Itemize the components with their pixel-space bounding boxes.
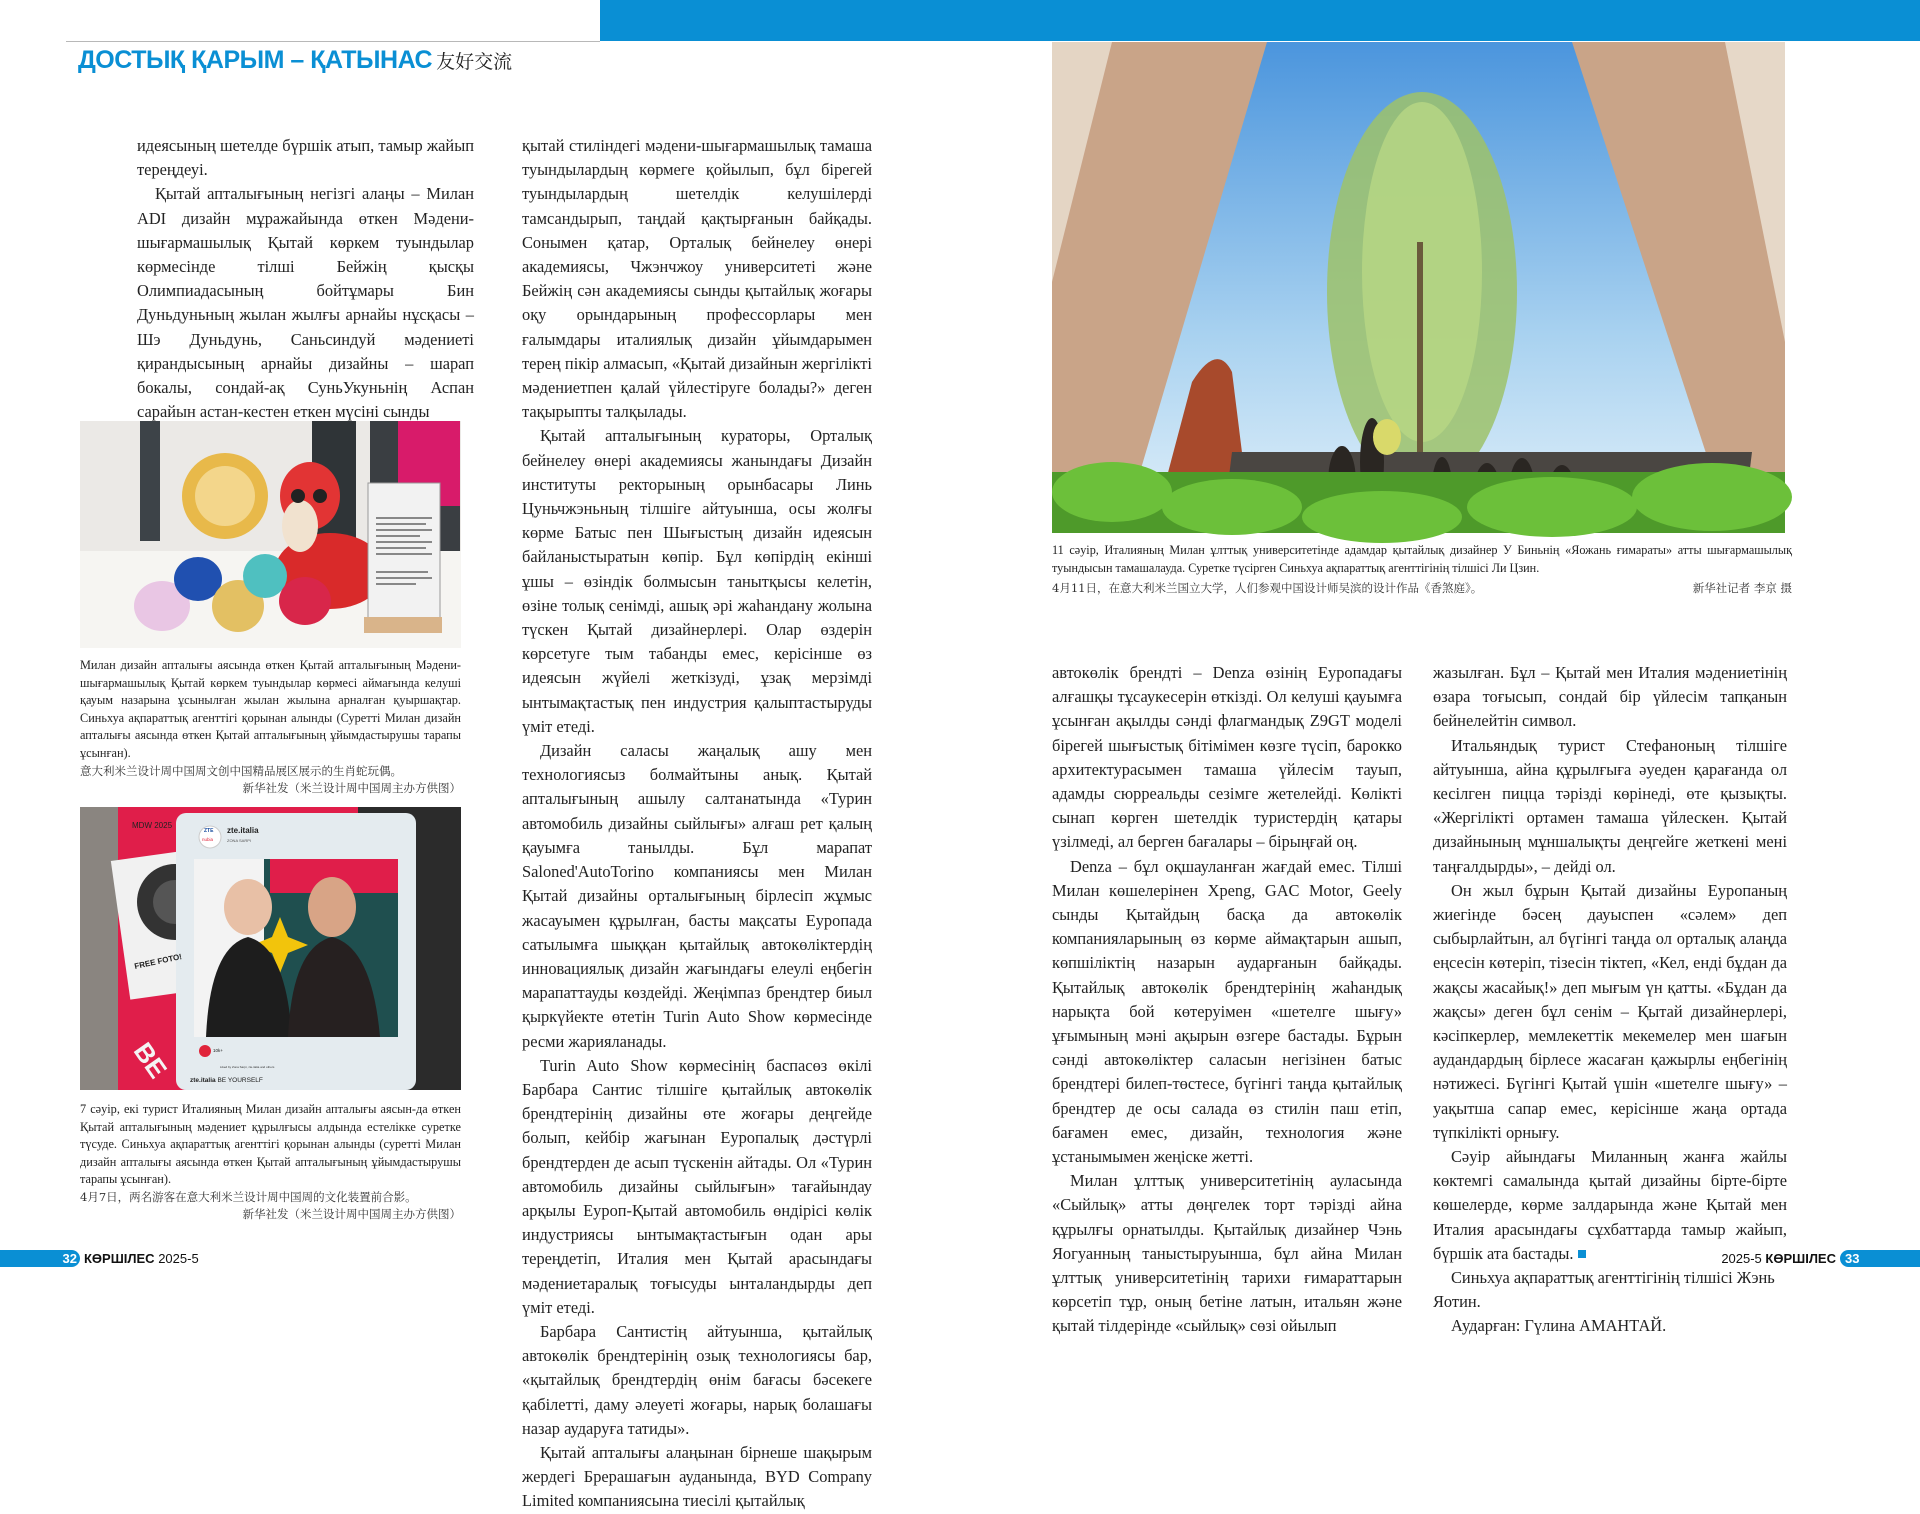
paragraph: қытай стиліндегі мәдени-шығармашылық тамаша туындылардың көрмеге қойылып, бұл бірегей туындылардың шетелдік келушілерді тамсандырып, таңдай қақтырғанын байқады. Сонымен қатар, Орталық бейнелеу өнері академиясы, Чжэнчжоу университеті және Бейжің сән академиясы сынды қытайлық жоғары оқу орындарының профессорлары мен ғалымдары италиялық дизайн ұйымдарымен терең пікір алмасып, «Қытай дизайнын жергілікті мәдениетпен қалай үйлестіруге болады?» деген тақырыпты талқылады. [522, 136, 872, 422]
issue-number: 2025-5 [1721, 1251, 1762, 1266]
post-caption [190, 1077, 263, 1084]
zte-logo-text: ZTE [204, 828, 214, 834]
paragraph: Turin Auto Show көрмесінің баспасөз өкілі Барбара Сантис тілшіге қытайлық автокөлік брендтерінің дизайны өте жоғары деңгейде болып, кейбір жағынан Еуропалық дәстүрлі брендтерден де асып түскенін айтады. Ол «Турин автомобиль дизайны сыйлығын» тағайындау арқылы Еуроп-Қытай автомобиль өндірісі көлік индустриясы ынтымақтастығын одан ары тереңдетіп, Италия мен Қытай арасындағы мәдениетаралық тоғысуды ынталандырды деп үміт етеді. [522, 1055, 872, 1317]
paragraph: Милан ұлттық университетінің ауласында «Сыйлық» атты дөңгелек торт тәрізді айна құрылғы орнатылды. Қытайлық дизайнер Чэнь Яогуанның таныстыруынша, бұл айна Милан ұлттық университетінің тарихи ғимараттарын көрсетіп тұр, оның бетіне латын, итальян және қытай тілдерінде «сыйлық» сөзі ойылып [1052, 1171, 1402, 1336]
account-location: ZONA SARPI [227, 838, 252, 843]
free-foto-text: FREE FOTO! [133, 952, 183, 971]
header-rule [66, 41, 600, 42]
photo-snake-toys [80, 421, 461, 648]
caption-kk: 7 сәуір, екі турист Италияның Милан дизайн апталығы аясын-да өткен Қытай апталығының мәдениет құрылғысы алдында естелікке суретке түсуде. Синьхуа ақпараттық агенттігі қорынан алынды (суретті Милан дизайн апталығы аясында өткен Қытай апталығының ұйымдастырушы тарапы ұсынған). [80, 1102, 461, 1187]
translator: Аударған: Гүлина АМАНТАЙ. [1451, 1316, 1667, 1336]
likes-count: 10k+ [213, 1048, 223, 1053]
courtyard-illustration [1052, 42, 1785, 533]
caption-cn-row [1052, 580, 1792, 597]
paragraph: Он жыл бұрын Қытай дизайны Еуропаның жиегінде бәсең дауыспен «сәлем» деп сыбырлайтын, ал бүгінгі таңда ол орталық алаңда еңсесін көтеріп, тізесін тіктеп, «Кел, енді бұдан да жақсы жасайық!» деп мығым үн қатты. «Бұдан да жақсы» деген бұл сенім – Қытай дизайнерлері, кәсіпкерлер, мемлекеттік мекемелер мен шағын аудандардың бірлесе жасаған қажырлы еңбегінің нәтижесі. Бүгінгі Қытай үшін «шетелге шығу» – уақытша сапар емес, керісінше жаңа ортада түпкілікті орнығу. [1433, 880, 1787, 1142]
byline: Синьхуа ақпараттық агенттігінің тілшісі Жэнь Яотин. [1433, 1268, 1775, 1312]
magazine-name: КӨРШІЛЕС [84, 1251, 155, 1266]
article-column-4 [1433, 661, 1787, 1339]
paragraph: автокөлік брендті – Denza өзінің Еуропадағы алғашқы тұсаукесерін өткізді. Ол келуші қауымға ұсынған ақылды сәнді флагмандық Z9GT моделі бірегей шығыстық бітімімен көзге түсіп, барокко архитектурасымен тамаша үйлесім тауып, адамды сюрреальды сезімге жетелейді. Көлікті сынап көрген шетелдік туристердің қатары үзілмеді, ал берген бағалары – бірыңғай оң. [1052, 663, 1402, 852]
post-caption-account: zte.italia [190, 1077, 216, 1084]
photo-university-courtyard [1052, 42, 1785, 533]
paragraph-final-text: Сәуір айындағы Миланның жанға жайлы көктемгі самалында қытай дизайны бірте-бірте көшелерде, көрме залдарында және Қытай мен Италия арасындағы сұхбаттарда тамыр жайып, бүршік ата бастады. [1433, 1147, 1787, 1263]
article-column-1 [137, 134, 474, 424]
account-name: zte.italia [227, 826, 259, 835]
paragraph: идеясының шетелде бүршік атып, тамыр жайып тереңдеуі. [137, 136, 474, 180]
article-column-3 [1052, 661, 1402, 1339]
post-caption-text: BE YOURSELF [217, 1077, 263, 1084]
section-title [78, 46, 512, 75]
caption-cn: 4月11日，在意大利米兰国立大学，人们参观中国设计师吴滨的设计作品《香煞庭》。 [1052, 581, 1483, 596]
paragraph: Итальяндық турист Стефаноның тілшіге айтуынша, айна құрылғыға әуеден қарағанда ол кесілген пицца тәрізді көрінеді, өте қызықты. «Жергілікті ортамен тамаша үйлескен. Қытай дизайнының мұншалықты деңгейге жеткені мені таңғалдырды», – дейді ол. [1433, 735, 1787, 876]
banner-mdw: MDW 2025 [132, 821, 173, 830]
photo-caption-tourists [80, 1101, 461, 1223]
caption-credit: 新华社发（米兰设计周中国周主办方供图） [242, 1206, 461, 1221]
footer-left [0, 1250, 199, 1267]
photo-caption-snake-toys [80, 657, 461, 797]
magazine-name: КӨРШІЛЕС [1765, 1251, 1836, 1266]
footer-right [1721, 1250, 1920, 1267]
paragraph: жазылған. Бұл – Қытай мен Италия мәдениетінің өзара тоғысып, сондай бір үйлесім тапқанын бейнелейтін символ. [1433, 663, 1787, 731]
issue-number: 2025-5 [158, 1251, 199, 1266]
caption-kk: 11 сәуір, Италияның Милан ұлттық университетінде адамдар қытайлық дизайнер У Биньнің «Яожань ғимараты» атты шығармашылық туындысын тамашалауда. Суретке түсірген Синьхуа ақпараттық агенттігінің тілшісі Ли Цзин. [1052, 543, 1792, 575]
caption-cn: 意大利米兰设计周中国周文创中国精品展区展示的生肖蛇玩偶。 [80, 763, 402, 778]
section-title-cn: 友好交流 [436, 52, 513, 73]
paragraph: Барбара Сантистің айтуынша, қытайлық автокөлік брендтерінің озық технологиясы бар, «қытайлық брендтердің өнім бағасы бәсекеге қабілетті, даму әлеуеті жоғары, нарық болашағы назар аударуға татиды». [522, 1321, 872, 1438]
footer-left-text [84, 1251, 199, 1266]
caption-kk: Милан дизайн апталығы аясында өткен Қытай апталығының Мәдени-шығармашылық Қытай көркем туындылар көрмесі аймағында келуші қауым назарына ұсынылған жылан жылына арналған қуыршақтар. Синьхуа ақпараттық агенттігі қорынан алынды (Суретті Милан дизайн апталығы аясында өткен Қытай апталығының ұйымдастырушы тарапы ұсынған). [80, 658, 461, 760]
caption-credit: 新华社记者 李京 摄 [1692, 581, 1792, 596]
be-text: BE [127, 1036, 174, 1084]
paragraph: Қытай апталығы алаңынан бірнеше шақырым жердегі Брерашағын ауданында, BYD Company Limited компаниясына тиесілі қытайлық [522, 1442, 872, 1511]
paragraph: Denza – бұл оқшауланған жағдай емес. Тілші Милан көшелерінен Xpeng, GAC Motor, Geely сынды Қытайдың басқа да автокөлік компанияларының өз көрме аймақтарын ашып, көпшіліктің назарын аударғанын байқады. Қытайлық автокөлік брендтерінің жаһандық нарықта бой көтеруімен «шетелге шығу» ұғымының мәні ақырын өзгере бастады. Бұрын сәнді автокөліктер саласын негізінен батыс брендтері билеп-төстесе, бүгінгі таңда қытайлық брендтер де осы салада өз стилін паш етіп, бағамен емес, дизайн, технология және ұстанымымен жеңіске жетті. [1052, 856, 1402, 1167]
paragraph: Қытай апталығының негізгі алаңы – Милан ADI дизайн мұражайында өткен Мәдени-шығармашылық Қытай көркем туындылар көрмесінде тілші Бейжің қысқы Олимпиадасының бойтұмары Бин Дуньдуньның жылан жылғы арнайы нұсқасы – Шэ Дуньдунь, Саньсиндуй мәдениеті қирандысының арнайы дизайны – шарап бокалы, сондай-ақ СуньУкуньнің Аспан сарайын астан-кестен еткен мүсіні сынды [137, 184, 474, 422]
nubia-logo-text: nubia [202, 837, 214, 842]
caption-cn: 4月7日，两名游客在意大利米兰设计周中国周的文化装置前合影。 [80, 1189, 417, 1204]
page-number-left: 32 [0, 1250, 80, 1267]
liked-by-text: Liked by Zona Sarpi, zte.italia and others [220, 1065, 275, 1069]
photo-caption-courtyard [1052, 542, 1792, 597]
paragraph: Қытай апталығының кураторы, Орталық бейнелеу өнері академиясы жанындағы Дизайн институты ректорының орынбасары Линь Цуньчжэньның тілшіге айтуынша, осы жолғы көрме Батыс пен Шығыстың дизайн идеясын байланыстыратын көпір. Бұл көпірдің екінші ұшы – өзіндік болмысын танытқысы келетін, өзіне толық сенімді, ашық әрі жаһандану жолына түскен Қытай дизайнерлері. Олар өздерін көрсетуге тым табанды емес, керісінше өз идеясын жүйелі жеткізуді, ұзақ мерзімді ынтымақтастық пен индустрия қалыптастыруды үміт етеді. [522, 426, 872, 736]
article-column-2 [522, 134, 872, 1514]
page-number-right: 33 [1840, 1250, 1920, 1267]
section-title-kk: ДОСТЫҚ ҚАРЫМ – ҚАТЫНАС [78, 46, 433, 74]
caption-credit: 新华社发（米兰设计周中国周主办方供图） [242, 780, 461, 795]
end-mark-icon [1578, 1250, 1586, 1258]
top-accent-bar [600, 0, 1920, 41]
footer-right-text [1721, 1251, 1836, 1266]
photo-tourists-frame [80, 807, 461, 1090]
snake-toys-illustration [80, 421, 461, 648]
paragraph: Дизайн саласы жаңалық ашу мен технологиясыз болмайтыны анық. Қытай апталығының ашылу салтанатында «Турин автомобиль дизайны сыйлығы» алғаш рет қалың қауымға танылды. Бұл марапат Saloned'AutoTorino компаниясы мен Милан Қытай дизайны орталығының бірлесіп жұмыс жасауымен құрылған, басты мақсаты Еуропада сатылымға шыққан қытайлық автокөліктердің инновациялық дизайн жағындағы елеулі еңбегін марапаттауды көздейді. Жеңімпаз брендтер биыл қыркүйекте өтетін Turin Auto Show көрмесінде ресми жарияланады. [522, 741, 872, 1051]
paragraph-final [1433, 1145, 1787, 1266]
